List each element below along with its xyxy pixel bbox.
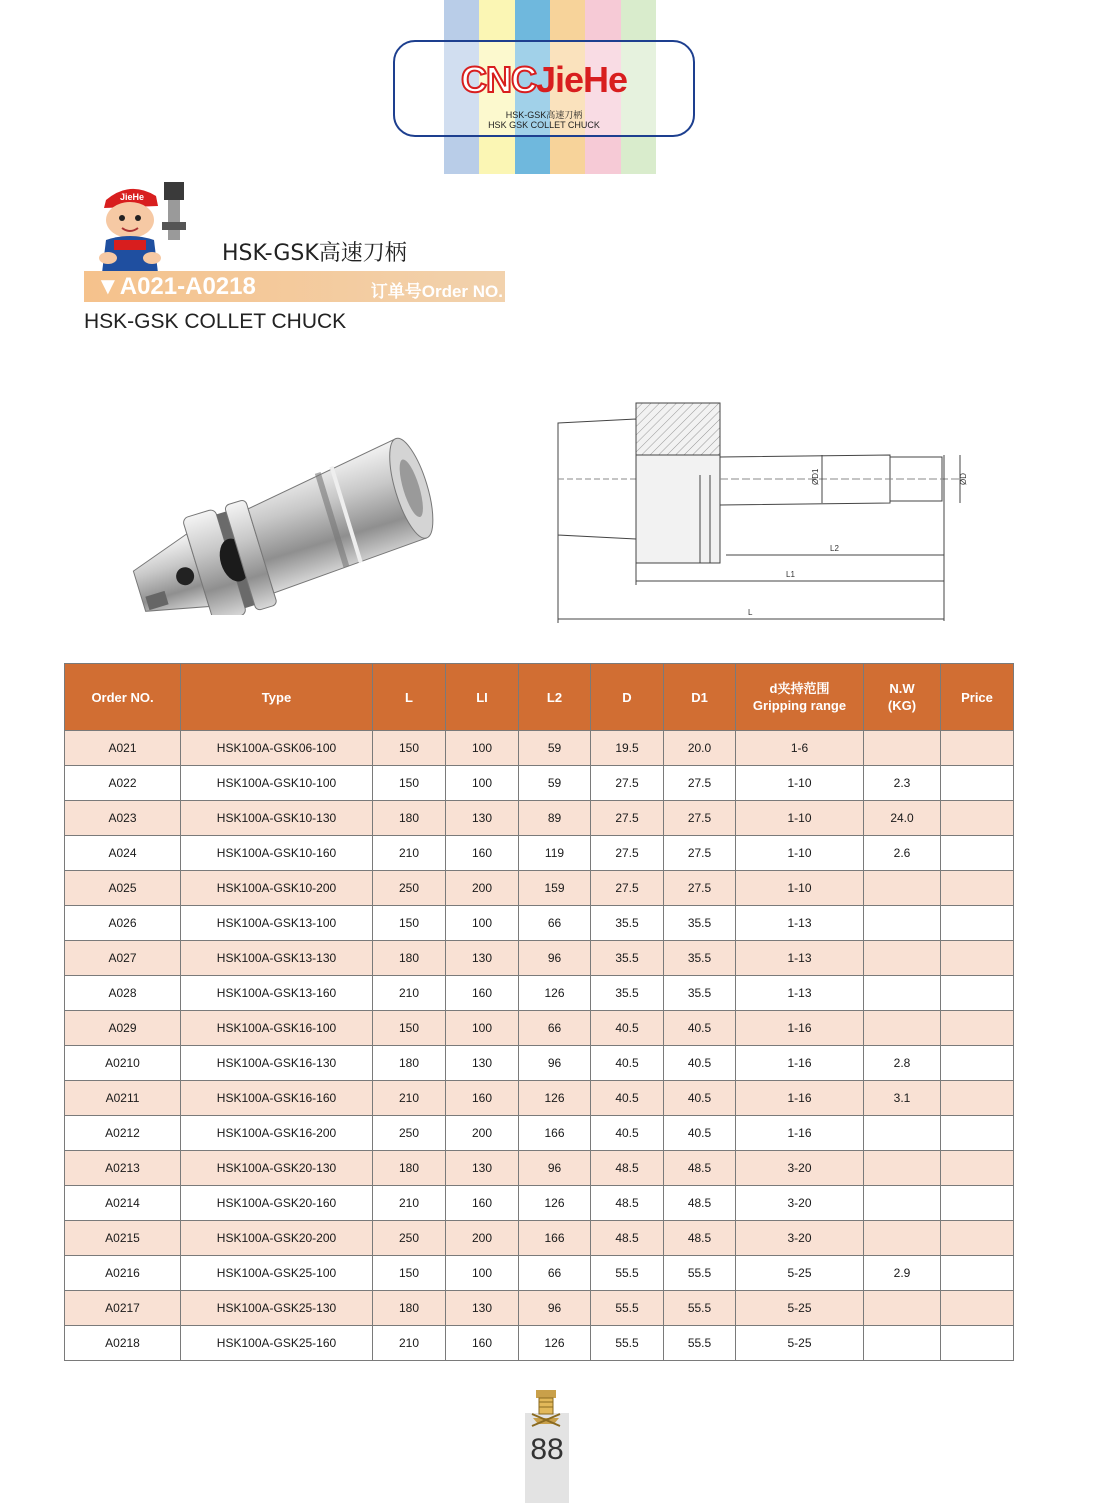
cell-nw — [864, 871, 941, 906]
cell-price — [941, 766, 1014, 801]
table-row — [65, 801, 1014, 836]
technical-drawing — [540, 395, 980, 625]
cell-gripping-range: 1-10 — [736, 801, 864, 836]
cell-l1: 160 — [446, 1081, 519, 1116]
cell-l1: 100 — [446, 731, 519, 766]
table-row — [65, 1116, 1014, 1151]
cell-d: 55.5 — [591, 1256, 664, 1291]
cell-type: HSK100A-GSK10-160 — [181, 836, 373, 871]
cell-gripping-range: 1-16 — [736, 1081, 864, 1116]
cell-l1: 200 — [446, 1116, 519, 1151]
cell-order-no: A0214 — [65, 1186, 181, 1221]
cell-l: 210 — [373, 976, 446, 1011]
cell-l: 210 — [373, 1326, 446, 1361]
cell-price — [941, 836, 1014, 871]
cell-l2: 96 — [519, 941, 591, 976]
col-header-d1: D1 — [664, 664, 736, 731]
cell-nw — [864, 1116, 941, 1151]
cell-d: 40.5 — [591, 1116, 664, 1151]
logo-subtitle-cn: HSK-GSK高速刀柄 — [505, 110, 583, 120]
table-row — [65, 1046, 1014, 1081]
cell-type: HSK100A-GSK20-160 — [181, 1186, 373, 1221]
cell-price — [941, 1116, 1014, 1151]
cell-nw — [864, 1151, 941, 1186]
cell-gripping-range: 1-10 — [736, 766, 864, 801]
cell-d1: 27.5 — [664, 836, 736, 871]
cell-l2: 126 — [519, 976, 591, 1011]
cell-gripping-range: 1-16 — [736, 1046, 864, 1081]
spec-table — [64, 663, 1014, 1361]
cell-type: HSK100A-GSK10-200 — [181, 871, 373, 906]
cell-l2: 126 — [519, 1186, 591, 1221]
logo-jiehe-text: JieHe — [535, 59, 628, 100]
table-row — [65, 731, 1014, 766]
cell-d: 35.5 — [591, 976, 664, 1011]
cell-nw — [864, 941, 941, 976]
cell-l: 180 — [373, 1291, 446, 1326]
cell-l: 250 — [373, 871, 446, 906]
cell-l2: 89 — [519, 801, 591, 836]
mascot-icon — [92, 178, 202, 273]
cell-nw — [864, 976, 941, 1011]
cell-price — [941, 801, 1014, 836]
cell-l2: 119 — [519, 836, 591, 871]
cell-l1: 160 — [446, 1186, 519, 1221]
col-header-nw — [864, 664, 941, 731]
cell-price — [941, 1256, 1014, 1291]
cell-nw: 2.9 — [864, 1256, 941, 1291]
col-header-type: Type — [181, 664, 373, 731]
cell-gripping-range: 3-20 — [736, 1151, 864, 1186]
cell-l2: 66 — [519, 1256, 591, 1291]
cell-d: 55.5 — [591, 1291, 664, 1326]
cell-d1: 48.5 — [664, 1151, 736, 1186]
cell-l: 250 — [373, 1221, 446, 1256]
cell-nw — [864, 1011, 941, 1046]
dim-label-l2: L2 — [830, 544, 839, 553]
table-header-row — [65, 664, 1014, 731]
cell-nw — [864, 1291, 941, 1326]
cell-d: 40.5 — [591, 1011, 664, 1046]
order-number-banner — [84, 271, 505, 302]
cell-l2: 96 — [519, 1291, 591, 1326]
cell-l2: 159 — [519, 871, 591, 906]
cell-order-no: A021 — [65, 731, 181, 766]
table-row — [65, 1326, 1014, 1361]
cell-d1: 35.5 — [664, 941, 736, 976]
cell-gripping-range: 1-16 — [736, 1116, 864, 1151]
product-photo — [112, 405, 452, 615]
cell-l: 150 — [373, 731, 446, 766]
cell-l1: 160 — [446, 976, 519, 1011]
col-header-l2: L2 — [519, 664, 591, 731]
cell-d1: 48.5 — [664, 1221, 736, 1256]
cell-type: HSK100A-GSK25-100 — [181, 1256, 373, 1291]
cell-l: 210 — [373, 836, 446, 871]
cell-nw — [864, 1326, 941, 1361]
cell-d1: 40.5 — [664, 1116, 736, 1151]
cell-d: 27.5 — [591, 801, 664, 836]
cell-order-no: A024 — [65, 836, 181, 871]
cell-price — [941, 1221, 1014, 1256]
cell-d: 48.5 — [591, 1186, 664, 1221]
table-row — [65, 1291, 1014, 1326]
cell-d: 19.5 — [591, 731, 664, 766]
cell-d: 40.5 — [591, 1046, 664, 1081]
tool-holder-icon — [530, 1388, 562, 1428]
table-row — [65, 1011, 1014, 1046]
cell-l: 210 — [373, 1081, 446, 1116]
cell-l2: 96 — [519, 1151, 591, 1186]
cell-price — [941, 1081, 1014, 1116]
cell-d1: 48.5 — [664, 1186, 736, 1221]
cell-price — [941, 1326, 1014, 1361]
table-row — [65, 976, 1014, 1011]
cell-price — [941, 1291, 1014, 1326]
cell-d1: 55.5 — [664, 1256, 736, 1291]
cell-d: 40.5 — [591, 1081, 664, 1116]
dim-label-d1: ØD1 — [811, 468, 820, 485]
cell-d1: 55.5 — [664, 1326, 736, 1361]
cell-nw: 2.3 — [864, 766, 941, 801]
cell-order-no: A0215 — [65, 1221, 181, 1256]
cell-order-no: A022 — [65, 766, 181, 801]
page-title-cn: HSK-GSK高速刀柄 — [222, 241, 407, 266]
cell-nw — [864, 906, 941, 941]
cell-l1: 130 — [446, 1291, 519, 1326]
cell-l2: 166 — [519, 1221, 591, 1256]
cell-l: 250 — [373, 1116, 446, 1151]
cell-nw — [864, 731, 941, 766]
cell-order-no: A0211 — [65, 1081, 181, 1116]
cell-nw: 24.0 — [864, 801, 941, 836]
table-row — [65, 906, 1014, 941]
cell-l: 180 — [373, 1151, 446, 1186]
cell-order-no: A025 — [65, 871, 181, 906]
cell-type: HSK100A-GSK25-130 — [181, 1291, 373, 1326]
cell-order-no: A0218 — [65, 1326, 181, 1361]
cell-order-no: A0210 — [65, 1046, 181, 1081]
cell-gripping-range: 1-6 — [736, 731, 864, 766]
table-body — [65, 731, 1014, 1361]
cell-order-no: A029 — [65, 1011, 181, 1046]
cell-order-no: A027 — [65, 941, 181, 976]
cell-l: 180 — [373, 1046, 446, 1081]
table-row — [65, 766, 1014, 801]
logo-wordmark — [395, 60, 693, 100]
cell-type: HSK100A-GSK16-160 — [181, 1081, 373, 1116]
cell-d1: 55.5 — [664, 1291, 736, 1326]
cell-nw: 2.6 — [864, 836, 941, 871]
cell-d1: 20.0 — [664, 731, 736, 766]
cell-l1: 100 — [446, 766, 519, 801]
cell-gripping-range: 1-13 — [736, 941, 864, 976]
cell-order-no: A0213 — [65, 1151, 181, 1186]
cell-gripping-range: 3-20 — [736, 1221, 864, 1256]
cell-d1: 40.5 — [664, 1081, 736, 1116]
order-label: 订单号Order NO. — [370, 282, 503, 301]
cell-d: 27.5 — [591, 871, 664, 906]
cell-d: 35.5 — [591, 906, 664, 941]
cell-d: 27.5 — [591, 836, 664, 871]
cell-order-no: A026 — [65, 906, 181, 941]
cell-type: HSK100A-GSK20-130 — [181, 1151, 373, 1186]
mascot-cap-text: JieHe — [119, 192, 145, 202]
nw-header: N.W — [889, 681, 915, 696]
cell-d1: 27.5 — [664, 871, 736, 906]
cell-l1: 130 — [446, 941, 519, 976]
cell-l1: 100 — [446, 1256, 519, 1291]
grip-header-cn: d夹持范围 — [769, 681, 830, 696]
dim-label-l: L — [748, 608, 753, 617]
cell-price — [941, 731, 1014, 766]
cell-l: 210 — [373, 1186, 446, 1221]
cell-gripping-range: 3-20 — [736, 1186, 864, 1221]
cell-l2: 126 — [519, 1326, 591, 1361]
cell-gripping-range: 5-25 — [736, 1256, 864, 1291]
cell-l: 150 — [373, 1256, 446, 1291]
col-header-order: Order NO. — [65, 664, 181, 731]
cell-gripping-range: 1-16 — [736, 1011, 864, 1046]
cell-order-no: A0217 — [65, 1291, 181, 1326]
nw-header-unit: (KG) — [887, 698, 917, 713]
cell-price — [941, 1046, 1014, 1081]
cell-l2: 59 — [519, 731, 591, 766]
cell-price — [941, 906, 1014, 941]
table-row — [65, 1151, 1014, 1186]
cell-l2: 66 — [519, 906, 591, 941]
grip-header-en: Gripping range — [752, 698, 847, 713]
cell-l: 180 — [373, 941, 446, 976]
cell-d1: 27.5 — [664, 766, 736, 801]
cell-l: 150 — [373, 1011, 446, 1046]
cell-d: 48.5 — [591, 1221, 664, 1256]
cell-type: HSK100A-GSK10-100 — [181, 766, 373, 801]
cell-l1: 130 — [446, 1046, 519, 1081]
cell-l: 150 — [373, 766, 446, 801]
cell-l1: 160 — [446, 836, 519, 871]
cell-d1: 27.5 — [664, 801, 736, 836]
cell-l: 180 — [373, 801, 446, 836]
cell-l2: 96 — [519, 1046, 591, 1081]
table-row — [65, 1256, 1014, 1291]
table-row — [65, 836, 1014, 871]
cell-l1: 130 — [446, 1151, 519, 1186]
cell-type: HSK100A-GSK06-100 — [181, 731, 373, 766]
cell-gripping-range: 5-25 — [736, 1291, 864, 1326]
cell-price — [941, 1151, 1014, 1186]
logo-cnc-text: CNC — [460, 59, 536, 100]
cell-gripping-range: 1-10 — [736, 836, 864, 871]
cell-order-no: A0212 — [65, 1116, 181, 1151]
cell-price — [941, 871, 1014, 906]
cell-type: HSK100A-GSK13-160 — [181, 976, 373, 1011]
cell-nw — [864, 1221, 941, 1256]
cell-d: 48.5 — [591, 1151, 664, 1186]
cell-l1: 100 — [446, 906, 519, 941]
col-header-gripping-range — [736, 664, 864, 731]
cell-l2: 126 — [519, 1081, 591, 1116]
cell-d1: 40.5 — [664, 1011, 736, 1046]
cell-d: 35.5 — [591, 941, 664, 976]
cell-nw — [864, 1186, 941, 1221]
cell-l2: 66 — [519, 1011, 591, 1046]
col-header-l1: LI — [446, 664, 519, 731]
cell-type: HSK100A-GSK16-130 — [181, 1046, 373, 1081]
cell-gripping-range: 1-13 — [736, 906, 864, 941]
col-header-l: L — [373, 664, 446, 731]
cell-order-no: A028 — [65, 976, 181, 1011]
cell-l2: 166 — [519, 1116, 591, 1151]
page-number: 88 — [530, 1433, 564, 1466]
cell-l1: 200 — [446, 1221, 519, 1256]
cell-price — [941, 1011, 1014, 1046]
cell-d1: 35.5 — [664, 976, 736, 1011]
cell-type: HSK100A-GSK13-100 — [181, 906, 373, 941]
cell-l: 150 — [373, 906, 446, 941]
table-row — [65, 941, 1014, 976]
cell-d1: 35.5 — [664, 906, 736, 941]
cell-type: HSK100A-GSK16-100 — [181, 1011, 373, 1046]
dim-label-d: ØD — [959, 473, 968, 485]
col-header-price: Price — [941, 664, 1014, 731]
cell-type: HSK100A-GSK20-200 — [181, 1221, 373, 1256]
table-row — [65, 1081, 1014, 1116]
page-subtitle: HSK-GSK COLLET CHUCK — [84, 310, 347, 333]
cell-type: HSK100A-GSK25-160 — [181, 1326, 373, 1361]
order-range: ▼A021-A0218 — [96, 273, 256, 300]
cell-order-no: A023 — [65, 801, 181, 836]
cell-type: HSK100A-GSK16-200 — [181, 1116, 373, 1151]
dim-label-l1: L1 — [786, 570, 795, 579]
cell-d1: 40.5 — [664, 1046, 736, 1081]
cell-price — [941, 976, 1014, 1011]
cell-l1: 160 — [446, 1326, 519, 1361]
cell-l1: 200 — [446, 871, 519, 906]
cell-gripping-range: 5-25 — [736, 1326, 864, 1361]
col-header-d: D — [591, 664, 664, 731]
cell-l1: 100 — [446, 1011, 519, 1046]
cell-l2: 59 — [519, 766, 591, 801]
cell-type: HSK100A-GSK10-130 — [181, 801, 373, 836]
brand-logo — [393, 40, 695, 137]
cell-l1: 130 — [446, 801, 519, 836]
cell-gripping-range: 1-10 — [736, 871, 864, 906]
table-row — [65, 1186, 1014, 1221]
cell-nw: 3.1 — [864, 1081, 941, 1116]
cell-type: HSK100A-GSK13-130 — [181, 941, 373, 976]
logo-subtitle-en: HSK GSK COLLET CHUCK — [488, 120, 600, 130]
cell-gripping-range: 1-13 — [736, 976, 864, 1011]
cell-price — [941, 941, 1014, 976]
cell-nw: 2.8 — [864, 1046, 941, 1081]
cell-d: 27.5 — [591, 766, 664, 801]
cell-price — [941, 1186, 1014, 1221]
table-row — [65, 1221, 1014, 1256]
cell-order-no: A0216 — [65, 1256, 181, 1291]
table-row — [65, 871, 1014, 906]
cell-d: 55.5 — [591, 1326, 664, 1361]
